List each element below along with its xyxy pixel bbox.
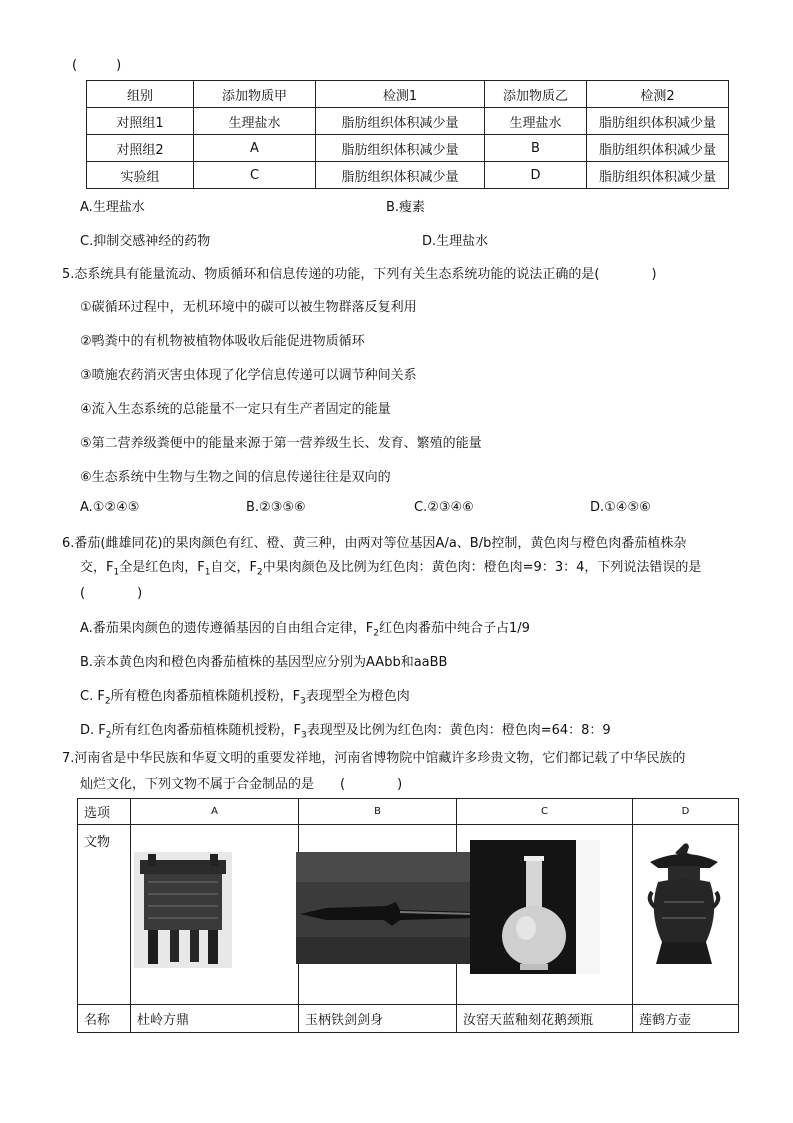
q4-option-c: C.抑制交感神经的药物 xyxy=(80,234,211,249)
subscript: 2 xyxy=(256,567,263,578)
q6-option-a xyxy=(80,617,530,639)
table-cell: B xyxy=(485,135,587,162)
table-header-cell: 检测1 xyxy=(316,81,485,108)
table-header-cell: A xyxy=(131,799,299,825)
table-cell: 脂肪组织体积减少量 xyxy=(316,108,485,135)
q6-text: 自交，F xyxy=(210,560,257,575)
q6-text: D. F xyxy=(80,723,106,738)
table-row xyxy=(78,1005,739,1033)
table-cell: 脂肪组织体积减少量 xyxy=(316,135,485,162)
q5-stem: 5.态系统具有能量流动、物质循环和信息传递的功能，下列有关生态系统功能的说法正确的是( ) xyxy=(62,267,657,282)
experiment-table xyxy=(86,80,729,189)
table-cell: C xyxy=(194,162,316,189)
q5-statement: ②鸭粪中的有机物被植物体吸收后能促进物质循环 xyxy=(80,334,365,349)
q6-text: 所有红色肉番茄植株随机授粉，F xyxy=(111,723,301,738)
table-header-cell: 组别 xyxy=(87,81,194,108)
q6-text: 全是红色肉，F xyxy=(119,560,205,575)
table-header-row xyxy=(78,799,739,825)
table-cell: 脂肪组织体积减少量 xyxy=(316,162,485,189)
q6-text: A.番茄果肉颜色的遗传遵循基因的自由组合定律，F xyxy=(80,621,374,636)
q5-statement: ①碳循环过程中，无机环境中的碳可以被生物群落反复利用 xyxy=(80,300,417,315)
q6-text: 表现型全为橙色肉 xyxy=(305,689,410,704)
ru-kiln-vase-image xyxy=(470,840,600,974)
table-cell: 脂肪组织体积减少量 xyxy=(587,108,729,135)
q7-stem-line2: 灿烂文化，下列文物不属于合金制品的是 ( ) xyxy=(80,777,403,792)
table-cell: 生理盐水 xyxy=(485,108,587,135)
table-cell: 汝窑天蓝釉刻花鹅颈瓶 xyxy=(457,1005,633,1033)
table-header-cell: 添加物质乙 xyxy=(485,81,587,108)
subscript: 3 xyxy=(300,696,306,707)
table-row xyxy=(87,135,729,162)
subscript: 3 xyxy=(300,730,307,741)
q6-option-c xyxy=(80,685,410,707)
table-header-cell: D xyxy=(633,799,739,825)
table-cell: 玉柄铁剑剑身 xyxy=(299,1005,457,1033)
table-row-label: 名称 xyxy=(78,1005,131,1033)
q6-text: 所有橙色肉番茄植株随机授粉，F xyxy=(110,689,301,704)
table-cell: 生理盐水 xyxy=(194,108,316,135)
iron-sword-image xyxy=(296,852,484,964)
q4-option-b: B.瘦素 xyxy=(386,200,426,215)
table-header-row xyxy=(87,81,729,108)
table-header-cell: 检测2 xyxy=(587,81,729,108)
table-cell: 杜岭方鼎 xyxy=(131,1005,299,1033)
table-header-cell: B xyxy=(299,799,457,825)
table-row-label: 选项 xyxy=(78,799,131,825)
table-header-cell: 添加物质甲 xyxy=(194,81,316,108)
table-cell: A xyxy=(194,135,316,162)
q4-option-a: A.生理盐水 xyxy=(80,200,145,215)
q7-stem-line1: 7.河南省是中华民族和华夏文明的重要发祥地，河南省博物院中馆藏许多珍贵文物，它们都记载了中华民族的 xyxy=(62,751,686,766)
q5-option-d: D.①④⑤⑥ xyxy=(590,500,651,515)
q4-answer-paren: ( ) xyxy=(72,58,122,73)
q6-text: 中果肉颜色及比例为红色肉：黄色肉：橙色肉=9：3：4，下列说法错误的是 xyxy=(262,560,702,575)
table-cell: 对照组2 xyxy=(87,135,194,162)
table-cell: 对照组1 xyxy=(87,108,194,135)
subscript: 2 xyxy=(104,696,111,707)
q6-stem-line2 xyxy=(80,556,701,578)
table-cell: 脂肪组织体积减少量 xyxy=(587,162,729,189)
q6-option-b: B.亲本黄色肉和橙色肉番茄植株的基因型应分别为AAbb和aaBB xyxy=(80,655,448,670)
table-row xyxy=(87,108,729,135)
bronze-ding-image xyxy=(134,852,232,968)
table-cell: 莲鹤方壶 xyxy=(633,1005,739,1033)
q6-answer-paren: ( ) xyxy=(80,586,143,601)
q5-statement: ⑤第二营养级粪便中的能量来源于第一营养级生长、发育、繁殖的能量 xyxy=(80,436,482,451)
table-cell: D xyxy=(485,162,587,189)
table-row xyxy=(87,162,729,189)
q4-option-d: D.生理盐水 xyxy=(422,234,489,249)
q5-statement: ③喷施农药消灭害虫体现了化学信息传递可以调节种间关系 xyxy=(80,368,417,383)
subscript: 1 xyxy=(113,567,120,578)
q6-option-d xyxy=(80,719,611,741)
q6-text: 交，F xyxy=(80,560,114,575)
subscript: 2 xyxy=(105,730,112,741)
q6-text: 红色肉番茄中纯合子占1/9 xyxy=(379,621,530,636)
q5-option-a: A.①②④⑤ xyxy=(80,500,140,515)
q5-option-c: C.②③④⑥ xyxy=(414,500,474,515)
q6-text: 表现型及比例为红色肉：黄色肉：橙色肉=64：8：9 xyxy=(306,723,611,738)
table-header-cell: C xyxy=(457,799,633,825)
lotus-crane-pot-image xyxy=(644,842,724,972)
table-row-label: 文物 xyxy=(78,825,131,1005)
q6-text: C. F xyxy=(80,689,105,704)
subscript: 1 xyxy=(204,567,211,578)
q5-statement: ④流入生态系统的总能量不一定只有生产者固定的能量 xyxy=(80,402,391,417)
q6-stem-line1: 6.番茄(雌雄同花)的果肉颜色有红、橙、黄三种，由两对等位基因A/a、B/b控制，黄色肉与橙色肉番茄植株杂 xyxy=(62,536,687,551)
q5-option-b: B.②③⑤⑥ xyxy=(246,500,306,515)
table-cell: 实验组 xyxy=(87,162,194,189)
q5-statement: ⑥生态系统中生物与生物之间的信息传递往往是双向的 xyxy=(80,470,391,485)
table-cell: 脂肪组织体积减少量 xyxy=(587,135,729,162)
subscript: 2 xyxy=(373,628,380,639)
